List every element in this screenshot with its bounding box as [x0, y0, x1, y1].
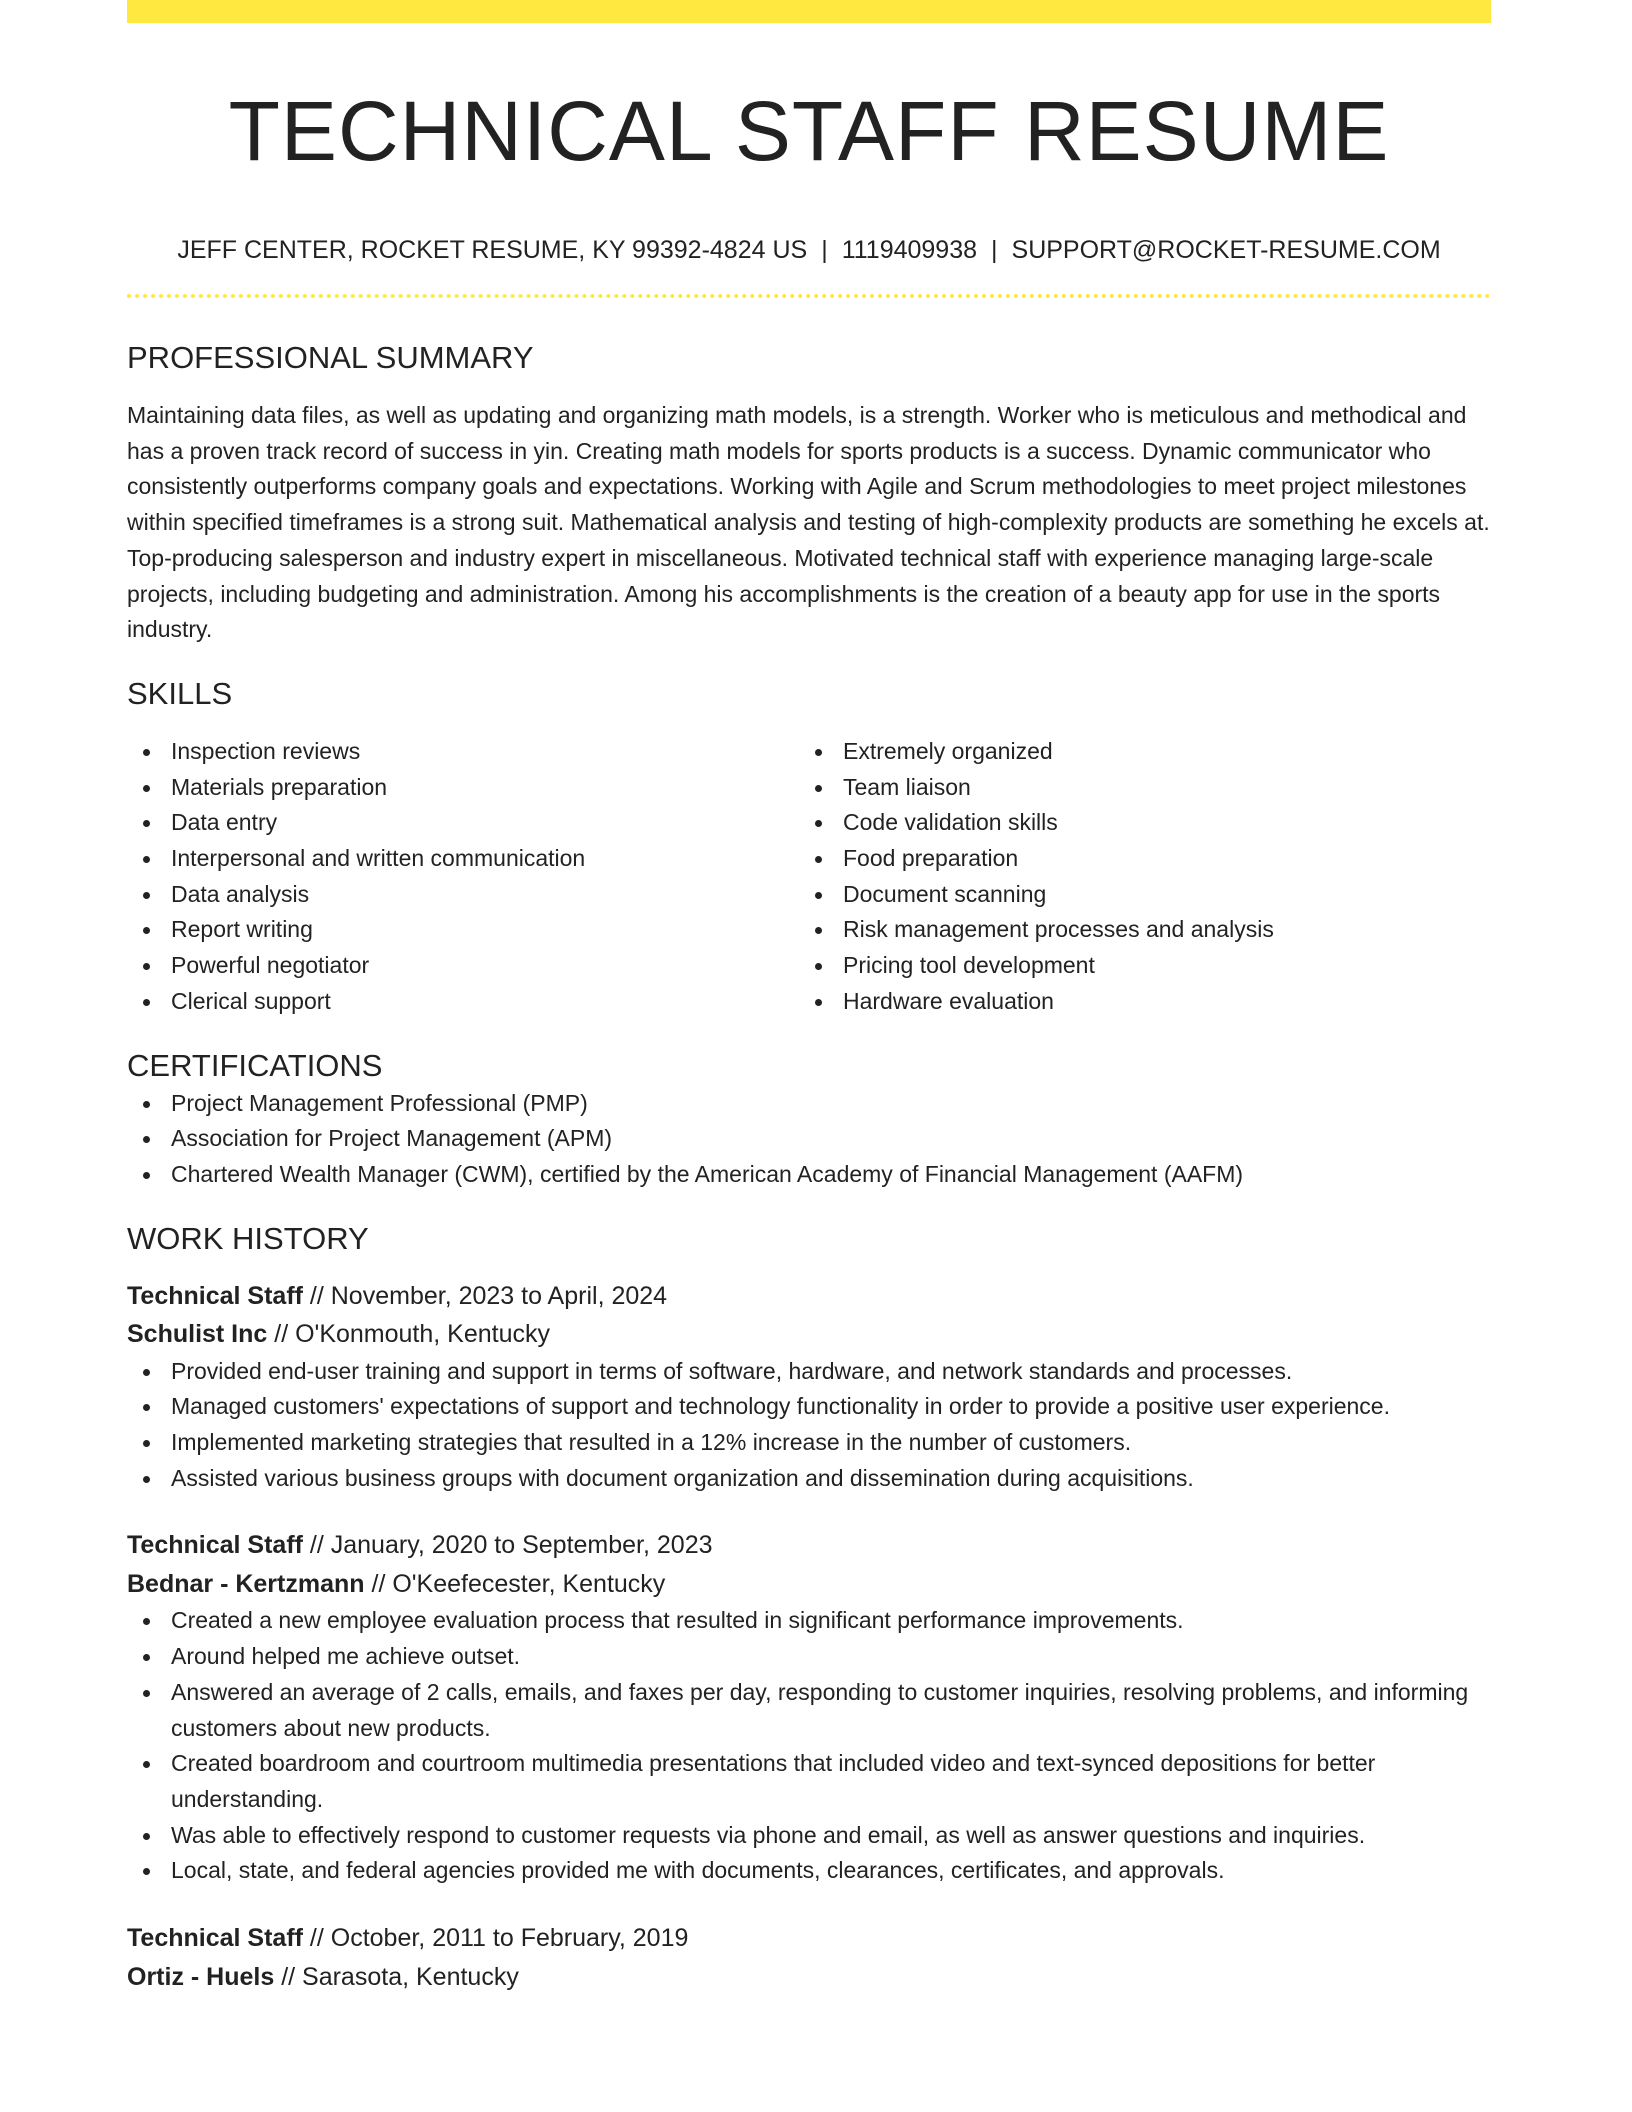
job-location: // O'Konmouth, Kentucky [267, 1320, 551, 1349]
bullet-dot-icon [143, 1761, 150, 1768]
skill-item [127, 948, 799, 984]
skill-item-text: Inspection reviews [171, 737, 361, 764]
certification-item [127, 1086, 1491, 1122]
job-company-line [127, 1565, 1491, 1604]
job-bullet [127, 1389, 1491, 1425]
skills-list-right [799, 734, 1471, 1020]
job-bullet-text: Implemented marketing strategies that resulted in a 12% increase in the number of customers. [171, 1429, 1132, 1456]
contact-line [127, 233, 1491, 267]
job-bullet-text: Provided end-user training and support in terms of software, hardware, and network standards and processes. [171, 1357, 1293, 1384]
job-company-line [127, 1315, 1491, 1354]
contact-separator: | [821, 236, 828, 264]
job-bullet [127, 1818, 1491, 1854]
skill-item [799, 948, 1471, 984]
skill-item [799, 805, 1471, 841]
job-company: Ortiz - Huels [127, 1962, 275, 1991]
bullet-dot-icon [815, 856, 822, 863]
resume-content [127, 23, 1491, 1996]
bullet-dot-icon [143, 1369, 150, 1376]
certification-item [127, 1121, 1491, 1157]
skill-item [799, 841, 1471, 877]
certification-item-text: Chartered Wealth Manager (CWM), certified by the American Academy of Financial Management (AAFM) [171, 1160, 1244, 1187]
contact-phone: 1119409938 [841, 236, 978, 264]
work-history-list [127, 1277, 1491, 1996]
job-company: Bednar - Kertzmann [127, 1569, 365, 1598]
contact-email: SUPPORT@ROCKET-RESUME.COM [1011, 236, 1441, 264]
bullet-dot-icon [143, 1618, 150, 1625]
skills-list-left [127, 734, 799, 1020]
bullet-dot-icon [815, 963, 822, 970]
summary-text: Maintaining data files, as well as updating and organizing math models, is a strength. Worker who is meticulous and methodical and has a proven track record of success in yin. Creating math models for sports products is a success. Dynamic communicator who consistently outperforms company goals and expectations. Working with Agile and Scrum methodologies to meet project milestones within specified timeframes is a strong suit. Mathematical analysis and testing of high-complexity products are something he excels at. Top-producing salesperson and industry expert in miscellaneous. Motivated technical staff with experience managing large-scale projects, including budgeting and administration. Among his accomplishments is the creation of a beauty app for use in the sports industry. [127, 402, 1490, 643]
skill-item [799, 770, 1471, 806]
bullet-dot-icon [815, 820, 822, 827]
bullet-dot-icon [143, 1833, 150, 1840]
contact-address: JEFF CENTER, ROCKET RESUME, KY 99392-4824 US [177, 236, 808, 264]
job-title-line [127, 1526, 1491, 1565]
job-title: Technical Staff [127, 1924, 303, 1953]
skill-item-text: Extremely organized [843, 737, 1053, 764]
skills-grid [127, 734, 1491, 1020]
skills-column-left [127, 734, 799, 1020]
skill-item-text: Data analysis [171, 880, 310, 907]
bullet-dot-icon [143, 820, 150, 827]
skill-item-text: Document scanning [843, 880, 1047, 907]
job-title-line [127, 1277, 1491, 1316]
bullet-dot-icon [143, 963, 150, 970]
certifications-heading: CERTIFICATIONS [127, 1047, 383, 1083]
bullet-dot-icon [143, 749, 150, 756]
summary-heading: PROFESSIONAL SUMMARY [127, 340, 534, 375]
job-bullet-text: Created boardroom and courtroom multimedia presentations that included video and text-synced depositions for better understanding. [171, 1750, 1376, 1812]
bullet-dot-icon [143, 927, 150, 934]
bullet-dot-icon [143, 1440, 150, 1447]
job-bullet [127, 1425, 1491, 1461]
job-bullet-text: Around helped me achieve outset. [171, 1643, 521, 1670]
skill-item [127, 877, 799, 913]
job-entry [127, 1526, 1491, 1889]
job-dates: // November, 2023 to April, 2024 [302, 1281, 668, 1310]
job-title: Technical Staff [127, 1281, 303, 1310]
job-title: Technical Staff [127, 1531, 303, 1560]
bullet-dot-icon [143, 856, 150, 863]
skill-item [799, 912, 1471, 948]
bullet-dot-icon [143, 892, 150, 899]
skill-item-text: Pricing tool development [843, 952, 1095, 979]
skill-item-text: Food preparation [843, 845, 1019, 872]
bullet-dot-icon [143, 1476, 150, 1483]
bullet-dot-icon [143, 785, 150, 792]
bullet-dot-icon [143, 1404, 150, 1411]
job-title-line [127, 1919, 1491, 1958]
skill-item-text: Report writing [171, 916, 313, 943]
bullet-dot-icon [815, 892, 822, 899]
job-company: Schulist Inc [127, 1320, 268, 1349]
job-dates: // January, 2020 to September, 2023 [302, 1531, 713, 1560]
job-location: // Sarasota, Kentucky [274, 1962, 519, 1991]
bullet-dot-icon [143, 1101, 150, 1108]
job-bullet-text: Managed customers' expectations of support and technology functionality in order to provide a positive user experience. [171, 1393, 1390, 1420]
job-bullet-text: Was able to effectively respond to customer requests via phone and email, as well as answer questions and inquiries. [171, 1821, 1366, 1848]
skills-heading: SKILLS [127, 675, 233, 711]
skill-item [127, 841, 799, 877]
job-bullet-list [127, 1603, 1491, 1889]
skill-item-text: Risk management processes and analysis [843, 916, 1274, 943]
certifications-list [127, 1086, 1491, 1193]
skill-item [799, 984, 1471, 1020]
bullet-dot-icon [143, 1172, 150, 1179]
job-bullet-text: Created a new employee evaluation process that resulted in significant performance improvements. [171, 1607, 1184, 1634]
job-bullet-text: Answered an average of 2 calls, emails, and faxes per day, responding to customer inquiries, resolving problems, and informing customers about new products. [171, 1678, 1469, 1741]
skill-item-text: Materials preparation [171, 773, 388, 800]
job-dates: // October, 2011 to February, 2019 [302, 1924, 689, 1953]
job-company-line [127, 1958, 1491, 1997]
work-history-heading: WORK HISTORY [127, 1220, 369, 1256]
skill-item [127, 912, 799, 948]
certification-item-text: Association for Project Management (APM) [171, 1125, 613, 1152]
job-bullet-text: Assisted various business groups with document organization and dissemination during acquisitions. [171, 1464, 1194, 1491]
skill-item-text: Data entry [171, 809, 278, 836]
job-bullet [127, 1746, 1491, 1817]
bullet-dot-icon [815, 927, 822, 934]
skill-item [127, 805, 799, 841]
job-location: // O'Keefecester, Kentucky [364, 1569, 666, 1598]
job-entry [127, 1919, 1491, 1996]
certification-item [127, 1157, 1491, 1193]
skill-item-text: Clerical support [171, 987, 331, 1014]
job-bullet [127, 1603, 1491, 1639]
skill-item [127, 770, 799, 806]
certification-item-text: Project Management Professional (PMP) [171, 1089, 588, 1116]
skill-item [127, 734, 799, 770]
bullet-dot-icon [143, 1868, 150, 1875]
bullet-dot-icon [815, 999, 822, 1006]
skill-item-text: Interpersonal and written communication [171, 845, 586, 872]
skill-item [799, 877, 1471, 913]
job-bullet [127, 1675, 1491, 1746]
job-bullet [127, 1853, 1491, 1889]
job-bullet [127, 1354, 1491, 1390]
job-bullet [127, 1639, 1491, 1675]
skill-item-text: Team liaison [843, 773, 971, 800]
contact-separator: | [991, 236, 998, 264]
resume-title: TECHNICAL STAFF RESUME [228, 84, 1390, 178]
bullet-dot-icon [143, 1136, 150, 1143]
job-bullet-text: Local, state, and federal agencies provided me with documents, clearances, certificates, and approvals. [171, 1857, 1225, 1884]
job-entry [127, 1277, 1491, 1497]
skill-item-text: Powerful negotiator [171, 952, 370, 979]
skill-item-text: Hardware evaluation [843, 987, 1054, 1014]
job-bullet [127, 1461, 1491, 1497]
dotted-divider [127, 294, 1491, 298]
bullet-dot-icon [143, 1654, 150, 1661]
job-bullet-list [127, 1354, 1491, 1497]
skill-item [799, 734, 1471, 770]
bullet-dot-icon [143, 999, 150, 1006]
skill-item-text: Code validation skills [843, 809, 1058, 836]
bullet-dot-icon [815, 785, 822, 792]
skill-item [127, 984, 799, 1020]
bullet-dot-icon [815, 749, 822, 756]
accent-top-bar [127, 0, 1491, 23]
bullet-dot-icon [143, 1690, 150, 1697]
skills-column-right [799, 734, 1471, 1020]
